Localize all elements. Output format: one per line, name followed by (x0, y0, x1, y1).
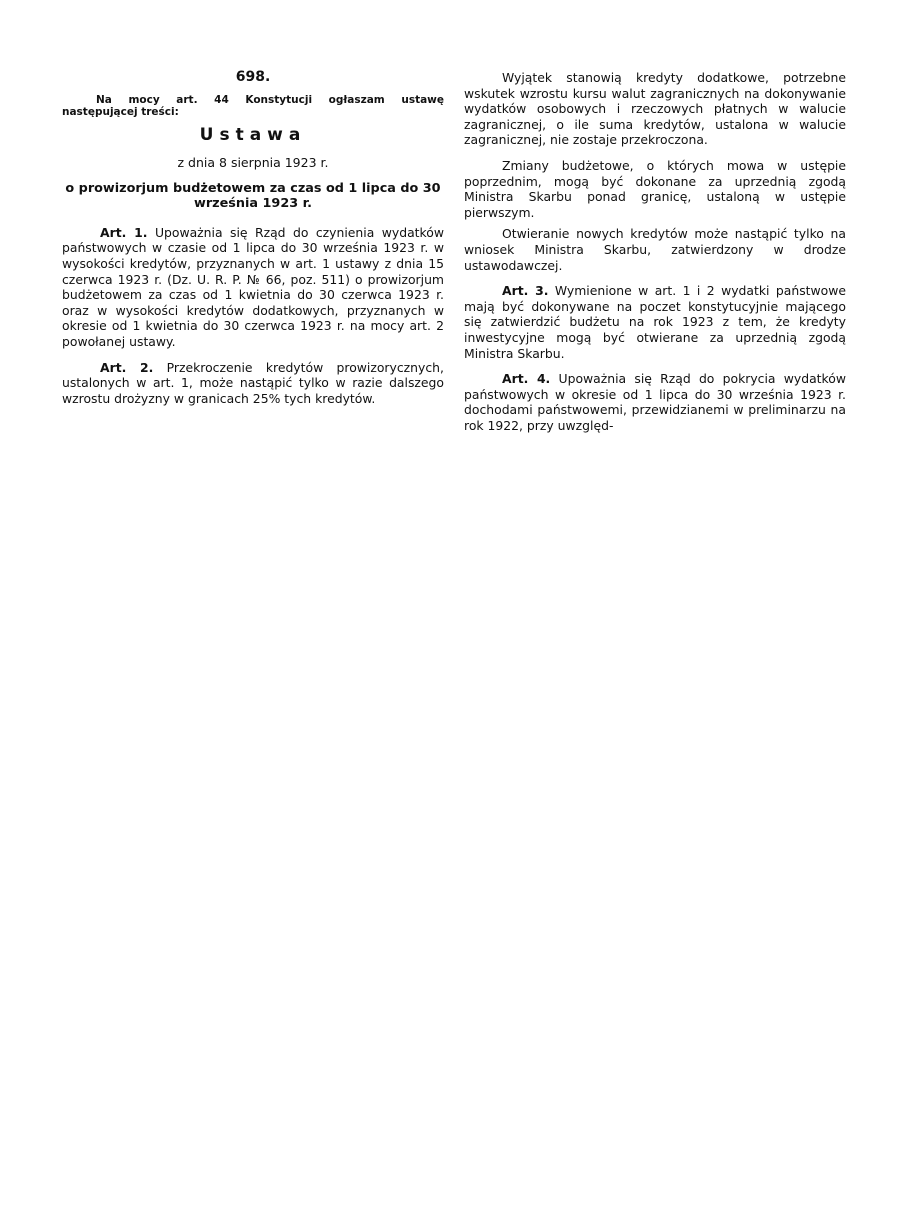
article-2-paragraph-changes (464, 158, 846, 220)
act-date: z dnia 8 sierpnia 1923 r. (177, 155, 329, 171)
article-1 (62, 225, 444, 350)
act-number: 698. (235, 69, 271, 85)
article-2-paragraph-exception (464, 70, 846, 148)
article-label: Art. 4. (502, 371, 551, 387)
article-2-paragraph-new-credits (464, 226, 846, 273)
paragraph-text: Otwieranie nowych kredytów może nastąpić tylko na wniosek Ministra Skarbu, zatwierdzony w drodze ustawodawczej. (464, 226, 846, 273)
article-2 (62, 360, 444, 407)
left-column (62, 70, 444, 412)
article-text: Upoważnia się Rząd do pokrycia wydatków państwowych w okresie od 1 lipca do 30 września 1923 r. dochodami państwowemi, przewidzianemi w preliminarzu na rok 1922, przy uwzględ- (464, 371, 846, 433)
paragraph-text: Zmiany budżetowe, o których mowa w ustępie poprzednim, mogą być dokonane za uprzednią zgodą Ministra Skarbu ponad granicę, ustaloną w ustępie pierwszym. (464, 157, 846, 220)
article-text: Upoważnia się Rząd do czynienia wydatków państwowych w czasie od 1 lipca do 30 września 1923 r. w wysokości kredytów, przyznanych w art. 1 ustawy z dnia 15 czerwca 1923 r. (Dz. U. R. P. № 66, poz. 511) o prowizorjum budżetowem za czas od 1 kwietnia do 30 czerwca 1923 r. oraz w wysokości kredytów dodatkowych, przyznanych w okresie od 1 kwietnia do 30 czerwca 1923 r. na mocy art. 2 powołanej ustawy. (62, 224, 444, 349)
article-4 (464, 371, 846, 433)
right-column (464, 70, 846, 439)
act-subject: o prowizorjum budżetowem za czas od 1 lipca do 30 września 1923 r. (65, 180, 441, 211)
article-label: Art. 3. (502, 283, 549, 299)
act-title: Ustawa (199, 124, 307, 145)
article-label: Art. 2. (100, 359, 154, 375)
paragraph-text: Wyjątek stanowią kredyty dodatkowe, potrzebne wskutek wzrostu kursu walut zagranicznych na dokonywanie wydatków osobowych i rzeczowych płatnych w walucie zagranicznej, o ile suma kredytów, ustalona w walucie zagranicznej, nie zostaje przekroczona. (464, 70, 846, 148)
announcement: Na mocy art. 44 Konstytucji ogłaszam ustawę następującej treści: (62, 93, 444, 118)
article-label: Art. 1. (100, 224, 148, 240)
article-text: Wymienione w art. 1 i 2 wydatki państwowe mają być dokonywane na poczet konstytucyjnie mającego się zatwierdzić budżetu na rok 1923 z tem, że kredyty inwestycyjne mogą być otwierane za uprzednią zgodą Ministra Skarbu. (464, 283, 846, 361)
article-text: Przekroczenie kredytów prowizorycznych, ustalonych w art. 1, może nastąpić tylko w razie dalszego wzrostu drożyzny w granicach 25% tych kredytów. (62, 359, 444, 406)
article-3 (464, 283, 846, 361)
